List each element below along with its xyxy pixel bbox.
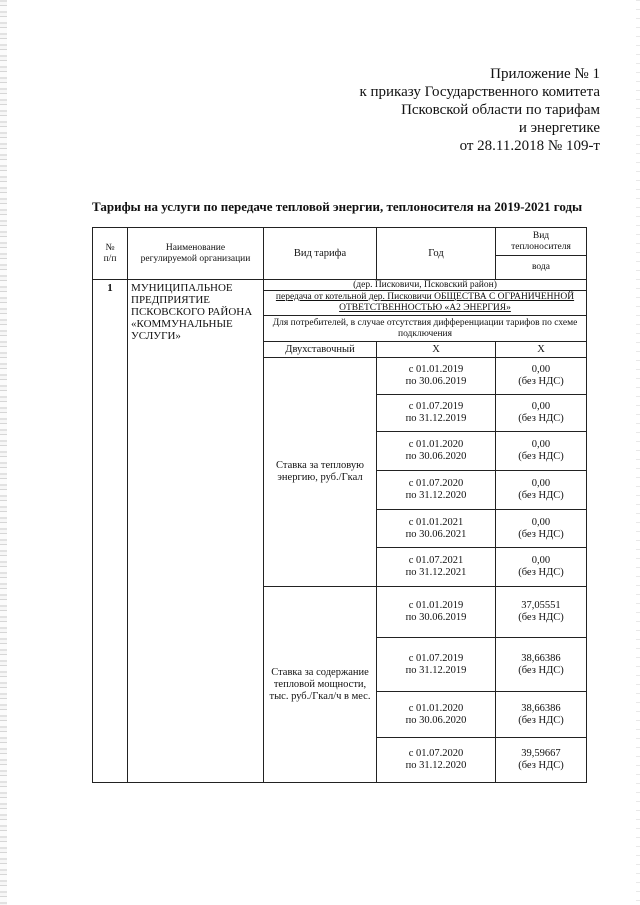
period-cell: с 01.07.2021 по 31.12.2021 bbox=[405, 555, 467, 578]
period-cell: с 01.01.2020 по 30.06.2020 bbox=[405, 702, 467, 726]
energy-rate-label: Ставка за тепловую энергию, руб./Гкал bbox=[276, 460, 364, 483]
row-number: 1 bbox=[107, 282, 113, 294]
header-num: № п/п bbox=[103, 242, 117, 264]
period-cell: с 01.07.2020 по 31.12.2020 bbox=[405, 478, 467, 501]
period-cell: с 01.01.2019 по 30.06.2019 bbox=[405, 364, 467, 387]
period-cell: с 01.07.2020 по 31.12.2020 bbox=[405, 748, 467, 771]
rate-value-cell: 37,05551 (без НДС) bbox=[518, 600, 564, 623]
scan-edge-right bbox=[636, 0, 640, 905]
rate-value-cell: 0,00 (без НДС) bbox=[518, 516, 564, 540]
header-org: Наименование регулируемой организации bbox=[140, 242, 251, 264]
approval-line: и энергетике bbox=[518, 120, 600, 136]
document-title: Тарифы на услуги по передаче тепловой энергии, теплоносителя на 2019-2021 годы bbox=[92, 199, 583, 214]
two-part-value: X bbox=[537, 343, 545, 355]
organization-name: МУНИЦИПАЛЬНОЕ ПРЕДПРИЯТИЕ ПСКОВСКОГО РАЙОНА «КОММУНАЛЬНЫЕ УСЛУГИ» bbox=[131, 282, 253, 342]
rate-value-cell: 39,59667 (без НДС) bbox=[518, 748, 564, 771]
rate-value-cell: 0,00 (без НДС) bbox=[518, 364, 564, 387]
approval-line: к приказу Государственного комитета bbox=[359, 84, 600, 100]
rate-value-cell: 0,00 (без НДС) bbox=[518, 478, 564, 501]
approval-line: Приложение № 1 bbox=[490, 66, 600, 82]
approval-block bbox=[330, 65, 600, 155]
transfer-note: передача от котельной дер. Писковичи ОБЩЕСТВА С ОГРАНИЧЕННОЙ ОТВЕТСТВЕННОСТЬЮ «А2 ЭНЕРГИЯ» bbox=[275, 292, 575, 313]
header-carrier: Вид теплоносителя bbox=[511, 230, 571, 252]
approval-line: от 28.11.2018 № 109-т bbox=[459, 138, 600, 154]
period-cell: с 01.07.2019 по 31.12.2019 bbox=[405, 652, 467, 676]
two-part-label: Двухставочный bbox=[285, 343, 355, 355]
period-cell: с 01.07.2019 по 31.12.2019 bbox=[405, 401, 467, 424]
period-cell: с 01.01.2021 по 30.06.2021 bbox=[405, 516, 467, 540]
scan-edge-left bbox=[0, 0, 7, 905]
location-note: (дер. Писковичи, Псковский район) bbox=[353, 279, 497, 290]
header-year: Год bbox=[428, 247, 444, 259]
rate-value-cell: 38,66386 (без НДС) bbox=[518, 702, 564, 726]
approval-line: Псковской области по тарифам bbox=[401, 102, 600, 118]
rate-value-cell: 0,00 (без НДС) bbox=[518, 555, 564, 578]
header-tariff-type: Вид тарифа bbox=[293, 247, 347, 259]
rate-value-cell: 38,66386 (без НДС) bbox=[518, 652, 564, 676]
period-cell: с 01.01.2019 по 30.06.2019 bbox=[405, 600, 467, 623]
header-carrier-value: вода bbox=[532, 262, 550, 272]
capacity-rate-label: Ставка за содержание тепловой мощности, тыс. руб./Гкал/ч в мес. bbox=[269, 666, 371, 702]
two-part-year: X bbox=[432, 343, 440, 355]
rate-value-cell: 0,00 (без НДС) bbox=[518, 401, 564, 424]
consumers-note: Для потребителей, в случае отсутствия дифференциации тарифов по схеме подключения bbox=[272, 317, 578, 339]
rate-value-cell: 0,00 (без НДС) bbox=[518, 439, 564, 462]
period-cell: с 01.01.2020 по 30.06.2020 bbox=[405, 439, 467, 462]
